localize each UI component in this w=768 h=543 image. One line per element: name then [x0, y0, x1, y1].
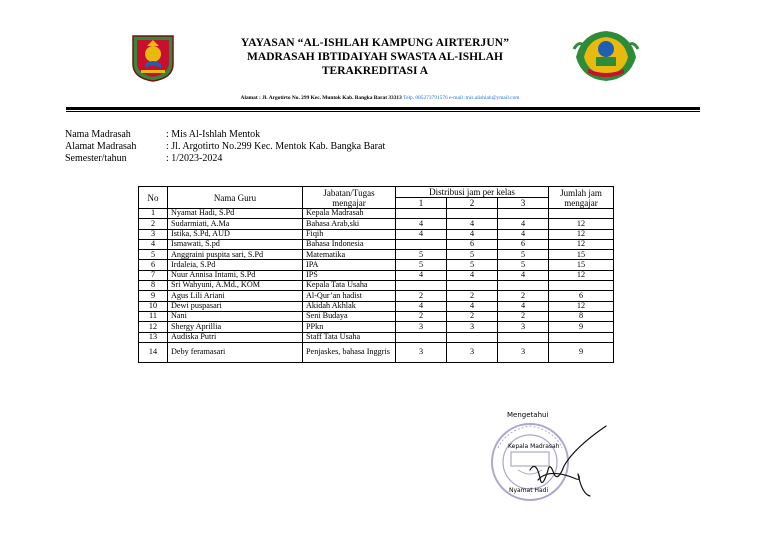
header-job: Jabatan/Tugas mengajar [303, 187, 396, 209]
table-body [139, 209, 614, 363]
cell-no: 14 [139, 342, 168, 362]
cell-teacher-name: Sudarmiati, A.Ma [168, 219, 303, 229]
table-row [139, 250, 614, 260]
cell-class-2 [447, 209, 498, 219]
cell-class-1: 2 [396, 291, 447, 301]
cell-total-hours: 8 [549, 311, 614, 321]
cell-class-3: 4 [498, 229, 549, 239]
school-name: MADRASAH IBTIDAIYAH SWASTA AL-ISHLAH [247, 51, 503, 63]
cell-no: 3 [139, 229, 168, 239]
cell-total-hours: 12 [549, 301, 614, 311]
info-row-address [65, 141, 385, 153]
cell-no: 6 [139, 260, 168, 270]
cell-class-2: 4 [447, 270, 498, 280]
cell-class-2: 3 [447, 322, 498, 332]
cell-class-3 [498, 209, 549, 219]
cell-class-3: 3 [498, 342, 549, 362]
header-class-1: 1 [396, 198, 447, 209]
table-row [139, 219, 614, 229]
cell-teacher-name: Nyamat Hadi, S.Pd [168, 209, 303, 219]
cell-job: Staff Tata Usaha [303, 332, 396, 342]
madrasah-info [65, 129, 385, 165]
cell-class-3 [498, 281, 549, 291]
cell-class-2: 4 [447, 219, 498, 229]
cell-class-1: 2 [396, 311, 447, 321]
cell-no: 1 [139, 209, 168, 219]
cell-job: IPS [303, 270, 396, 280]
cell-total-hours: 12 [549, 229, 614, 239]
table-row [139, 270, 614, 280]
cell-class-3: 4 [498, 270, 549, 280]
cell-no: 7 [139, 270, 168, 280]
cell-teacher-name: Istika, S.Pd, AUD [168, 229, 303, 239]
cell-job: Kepala Madrasah [303, 209, 396, 219]
cell-no: 11 [139, 311, 168, 321]
header-total-hours: Jumlah jam mengajar [549, 187, 614, 209]
cell-class-1: 4 [396, 229, 447, 239]
cell-class-3: 4 [498, 219, 549, 229]
cell-job: Penjaskes, bahasa Inggris [303, 342, 396, 362]
cell-class-1: 5 [396, 260, 447, 270]
info-value: : Jl. Argotirto No.299 Kec. Mentok Kab. Bangka Barat [166, 141, 386, 152]
school-address-line [100, 95, 660, 101]
cell-class-2: 3 [447, 342, 498, 362]
table-row [139, 301, 614, 311]
cell-class-3 [498, 332, 549, 342]
cell-no: 8 [139, 281, 168, 291]
cell-no: 4 [139, 239, 168, 249]
cell-total-hours: 12 [549, 219, 614, 229]
table-row [139, 291, 614, 301]
cell-class-3: 5 [498, 250, 549, 260]
letterhead-heading [180, 36, 570, 78]
header-distribution: Distribusi jam per kelas [396, 187, 549, 198]
cell-total-hours: 6 [549, 291, 614, 301]
table-row [139, 260, 614, 270]
cell-class-3: 2 [498, 291, 549, 301]
regency-emblem-icon [131, 34, 175, 82]
cell-teacher-name: Irdaleia, S.Pd [168, 260, 303, 270]
table-row [139, 209, 614, 219]
cell-class-3: 6 [498, 239, 549, 249]
table-row [139, 311, 614, 321]
table-row [139, 322, 614, 332]
foundation-name: YAYASAN “AL-ISHLAH KAMPUNG AIRTERJUN” [240, 37, 510, 49]
cell-total-hours [549, 281, 614, 291]
cell-class-2: 5 [447, 260, 498, 270]
cell-class-1: 5 [396, 250, 447, 260]
cell-teacher-name: Anggraini puspita sari, S.Pd [168, 250, 303, 260]
cell-class-2: 6 [447, 239, 498, 249]
cell-job: Akidah Akhlak [303, 301, 396, 311]
cell-teacher-name: Nani [168, 311, 303, 321]
cell-job: Bahasa Indonesia [303, 239, 396, 249]
cell-class-1 [396, 281, 447, 291]
cell-total-hours: 9 [549, 342, 614, 362]
cell-total-hours [549, 332, 614, 342]
cell-teacher-name: Ismawati, S.pd [168, 239, 303, 249]
phone-link[interactable]: Telp. 085273791576 [403, 95, 448, 101]
cell-class-2 [447, 332, 498, 342]
cell-class-1 [396, 332, 447, 342]
cell-teacher-name: Dewi puspasari [168, 301, 303, 311]
cell-job: Matematika [303, 250, 396, 260]
cell-no: 10 [139, 301, 168, 311]
cell-total-hours: 15 [549, 250, 614, 260]
cell-class-1: 4 [396, 270, 447, 280]
cell-teacher-name: Audiska Putri [168, 332, 303, 342]
cell-class-3: 5 [498, 260, 549, 270]
accreditation-status: TERAKREDITASI A [321, 65, 429, 77]
cell-total-hours: 12 [549, 270, 614, 280]
cell-no: 13 [139, 332, 168, 342]
cell-class-2: 4 [447, 301, 498, 311]
cell-total-hours: 12 [549, 239, 614, 249]
cell-teacher-name: Deby feramasari [168, 342, 303, 362]
header-teacher-name: Nama Guru [168, 187, 303, 209]
address-text: Alamat : Jl. Argotirto No. 299 Kec. Muntok Kab. Bangka Barat 33313 [240, 95, 404, 101]
cell-class-2: 2 [447, 311, 498, 321]
header-class-2: 2 [447, 198, 498, 209]
signer-role: Kepala Madrasah [508, 443, 560, 450]
info-value: : 1/2023-2024 [166, 153, 223, 164]
info-row-name [65, 129, 385, 141]
cell-class-2: 4 [447, 229, 498, 239]
cell-class-1: 3 [396, 322, 447, 332]
info-label: Alamat Madrasah [65, 141, 137, 152]
cell-teacher-name: Sri Wahyuni, A.Md., KOM [168, 281, 303, 291]
info-label: Nama Madrasah [65, 129, 131, 140]
info-row-semester [65, 153, 385, 165]
teaching-hours-table [138, 186, 614, 363]
cell-class-3: 4 [498, 301, 549, 311]
cell-job: Al-Qur’an hadist [303, 291, 396, 301]
letterhead-divider-thick [66, 107, 700, 110]
letterhead-divider-thin [66, 111, 700, 112]
cell-class-3: 3 [498, 322, 549, 332]
cell-no: 12 [139, 322, 168, 332]
cell-total-hours [549, 209, 614, 219]
cell-job: Fiqih [303, 229, 396, 239]
cell-class-2: 2 [447, 291, 498, 301]
cell-job: Kepala Tata Usaha [303, 281, 396, 291]
table-row [139, 281, 614, 291]
cell-class-3: 2 [498, 311, 549, 321]
table-row [139, 229, 614, 239]
cell-class-2: 5 [447, 250, 498, 260]
madrasah-emblem-icon [572, 27, 640, 83]
cell-job: Bahasa Arab,ski [303, 219, 396, 229]
cell-class-1 [396, 209, 447, 219]
cell-job: PPkn [303, 322, 396, 332]
cell-no: 9 [139, 291, 168, 301]
cell-no: 5 [139, 250, 168, 260]
cell-class-2 [447, 281, 498, 291]
cell-teacher-name: Nuur Annisa Intami, S.Pd [168, 270, 303, 280]
cell-class-1 [396, 239, 447, 249]
table-row [139, 342, 614, 362]
cell-class-1: 4 [396, 301, 447, 311]
table-row [139, 239, 614, 249]
cell-teacher-name: Shergy Aprillia [168, 322, 303, 332]
signature-caption: Mengetahui [507, 411, 549, 419]
cell-job: Seni Budaya [303, 311, 396, 321]
header-no: No [139, 187, 168, 209]
signer-name: Nyamat Hadi [509, 487, 549, 494]
cell-class-1: 4 [396, 219, 447, 229]
info-value: : Mis Al-Ishlah Mentok [166, 129, 261, 140]
cell-teacher-name: Agus Lili Ariani [168, 291, 303, 301]
info-label: Semester/tahun [65, 153, 127, 164]
cell-no: 2 [139, 219, 168, 229]
cell-total-hours: 9 [549, 322, 614, 332]
cell-total-hours: 15 [549, 260, 614, 270]
cell-class-1: 3 [396, 342, 447, 362]
email-link[interactable]: e-mail :mis.alishlah@ymail.com [447, 95, 520, 101]
cell-job: IPA [303, 260, 396, 270]
table-row [139, 332, 614, 342]
header-class-3: 3 [498, 198, 549, 209]
